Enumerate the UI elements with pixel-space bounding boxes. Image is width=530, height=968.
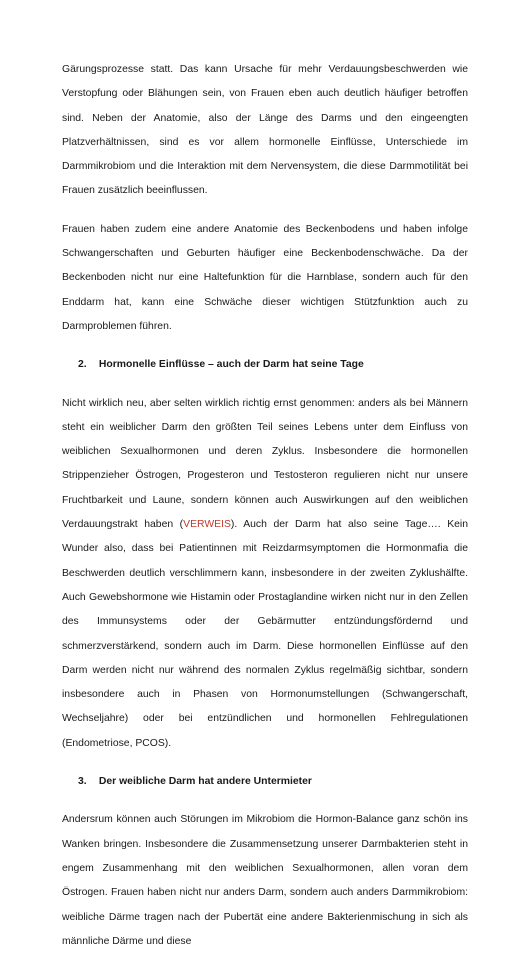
paragraph-2: Frauen haben zudem eine andere Anatomie des Beckenbodens und haben infolge Schwangerschaften und Geburten häufiger eine Beckenbodenschwäche. Da der Beckenboden nicht nur eine Haltefunktion für die Harnblase, sondern auch für den Enddarm hat, kann eine Schwäche dieser wichtigen Stützfunktion auch zu Darmproblemen führen. [62,223,468,332]
reference-link[interactable]: VERWEIS [183,519,231,531]
paragraph-3-text-b: ). Auch der Darm hat also seine Tage…. Kein Wunder also, dass bei Patientinnen mit Reizdarmsymptomen die Hormonmafia die Beschwerden deutlich verschlimmern kann, insbesondere in der zweiten Zyklushälfte. Auch Gewebshormone wie Histamin oder Prostaglandine wirken nicht nur in den Zellen des Immunsystems oder der Gebärmutter entzündungsfördernd und schmerzverstärkend, sondern auch im Darm. Diese hormonellen Einflüsse auf den Darm werden nicht nur während des normalen Zyklus regelmäßig sichtbar, sondern insbesondere auch in Phasen von Hormonumstellungen (Schwangerschaft, Wechseljahre) oder bei entzündlichen und hormonellen Fehlregulationen (Endometriose, PCOS). [62,519,468,749]
section-heading-3 [62,770,468,794]
paragraph-1: Gärungsprozesse statt. Das kann Ursache für mehr Verdauungsbeschwerden wie Verstopfung oder Blähungen sein, von Frauen eben auch deutlich häufiger betroffen sind. Neben der Anatomie, also der Länge des Darms und den eingeengten Platzverhältnissen, sind es vor allem hormonelle Einflüsse, Unterschiede im Darmmikrobiom und die Interaktion mit dem Nervensystem, die diese Darmmotilität bei Frauen zusätzlich beeinflussen. [62,64,468,197]
paragraph-4: Andersrum können auch Störungen im Mikrobiom die Hormon-Balance ganz schön ins Wanken bringen. Insbesondere die Zusammensetzung unserer Darmbakterien steht in engem Zusammenhang mit den weiblichen Sexualhormonen, allen voran dem Östrogen. Frauen haben nicht nur anders Darm, sondern auch anders Darmmikrobiom: weibliche Därme tragen nach der Pubertät eine andere Bakterienmischung in sich als männliche Därme und diese [62,814,468,947]
section-number: 3. [78,776,87,788]
paragraph-3-text-a: Nicht wirklich neu, aber selten wirklich richtig ernst genommen: anders als bei Männern steht ein weiblicher Darm den größten Teil seines Lebens unter dem Einfluss von weiblichen Sexualhormonen und deren Zyklus. Insbesondere die hormonellen Strippenzieher Östrogen, Progesteron und Testosteron regulieren nicht nur unsere Fruchtbarkeit und Laune, sondern können auch Auswirkungen auf den weiblichen Verdauungstrakt haben ( [62,397,468,531]
paragraph-3 [62,392,468,756]
section-title: Der weibliche Darm hat andere Untermieter [98,776,312,788]
section-number: 2. [78,359,87,371]
section-heading-2 [62,353,468,377]
section-title: Hormonelle Einflüsse – auch der Darm hat seine Tage [98,359,364,371]
document-page [62,58,468,968]
